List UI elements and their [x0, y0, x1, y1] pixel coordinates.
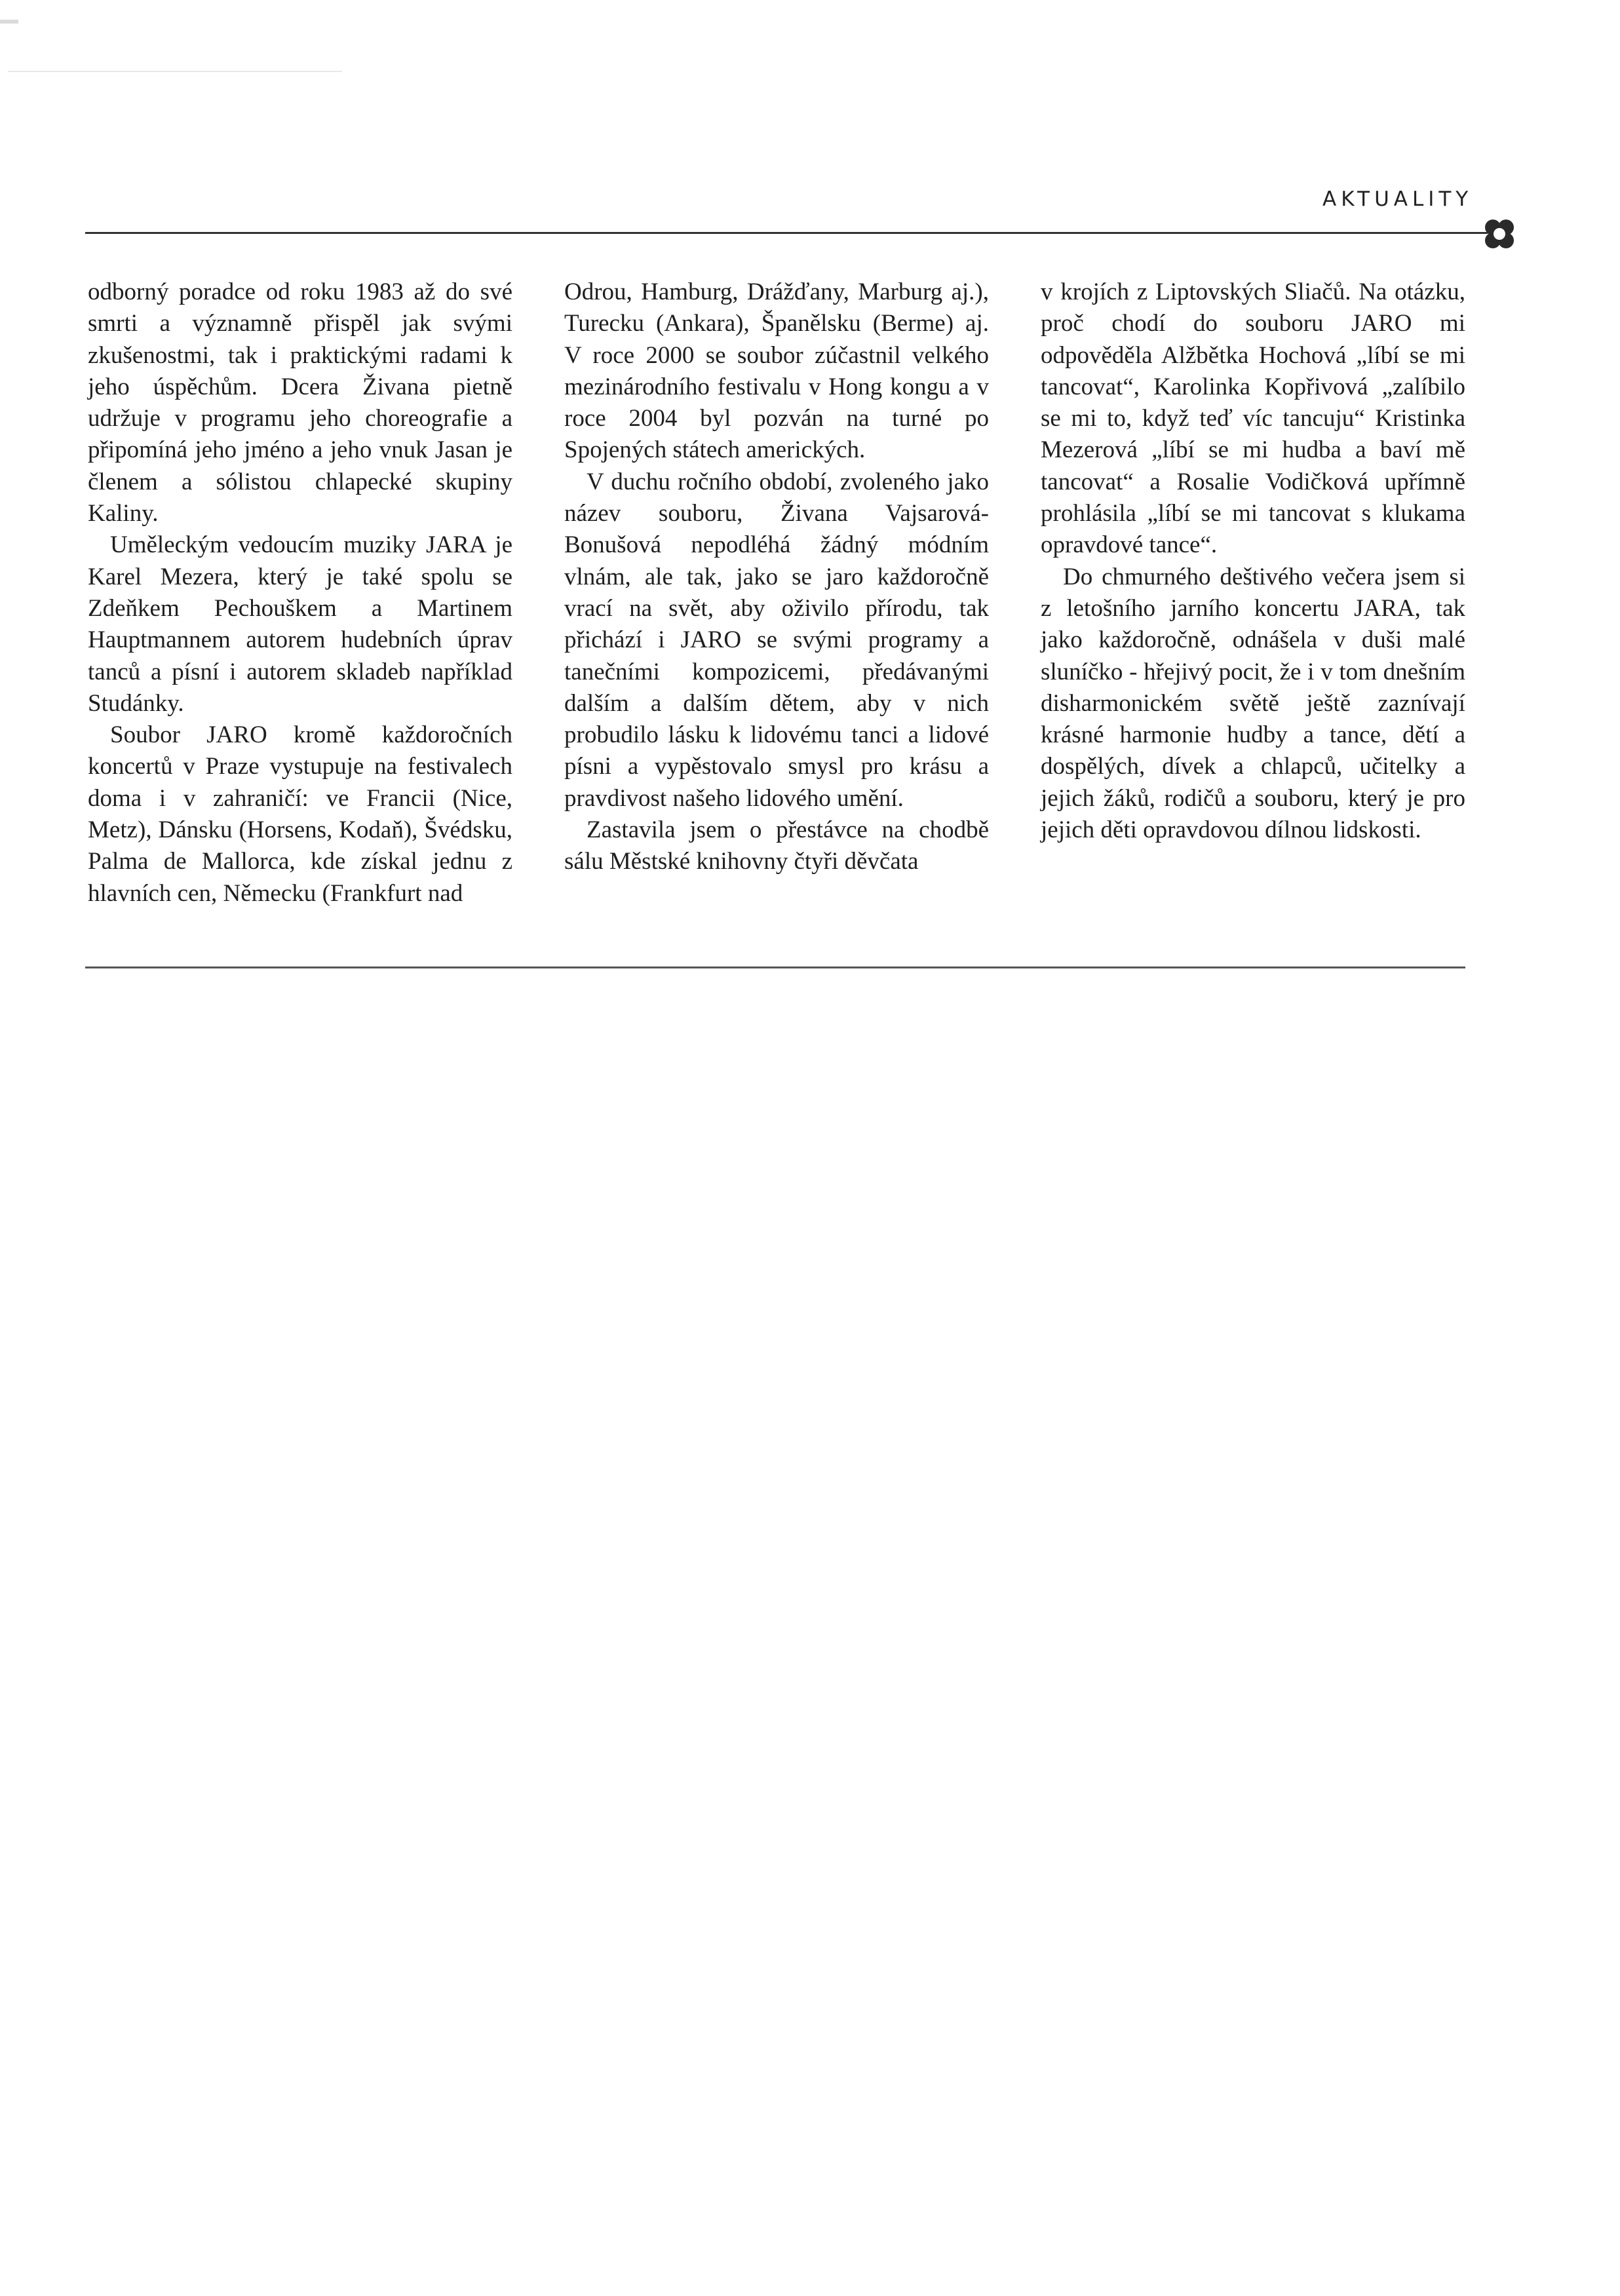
paragraph: odborný poradce od roku 1983 až do své smrti a významně přispěl jak svými zkušenostmi, tak i praktickými radami k jeho úspěchům. Dcera Živana pietně udržuje v programu jeho choreografie a připomíná jeho jméno a jeho vnuk Jasan je členem a sólistou chlapecké skupiny Kaliny.: [88, 278, 512, 527]
paragraph: Odrou, Hamburg, Drážďany, Marburg aj.), Turecku (Ankara), Španělsku (Berme) aj. V roce 2000 se soubor zúčastnil velkého mezinárodního festivalu v Hong kongu a v roce 2004 byl pozván na turné po Spojených státech amerických.: [564, 278, 989, 464]
flower-icon: [1482, 217, 1516, 251]
paragraph: Zastavila jsem o přestávce na chodbě sálu Městské knihovny čtyři děvčata: [564, 816, 989, 875]
header-rule: [85, 232, 1488, 234]
paragraph: Do chmurného deštivého večera jsem si z letošního jarního koncertu JARA, tak jako každoročně, odnášela v duši malé sluníčko - hřejivý pocit, že i v tom dnešním disharmonickém světě ještě zaznívají krásné harmonie hudby a tance, dětí a dospělých, dívek a chlapců, učitelky a jejich žáků, rodičů a souboru, který je pro jejich děti opravdovou dílnou lidskosti.: [1041, 563, 1465, 844]
scan-artifact-top-left: [0, 20, 18, 24]
article-column-2: [564, 277, 989, 878]
paragraph: Soubor JARO kromě každoročních koncertů v Praze vystupuje na festivalech doma i v zahraničí: ve Francii (Nice, Metz), Dánsku (Horsens, Kodaň), Švédsku, Palma de Mallorca, kde získal jednu z hlavních cen, Německu (Frankfurt nad: [88, 721, 512, 907]
article-column-1: [88, 277, 512, 909]
section-title: AKTUALITY: [1322, 187, 1473, 211]
scan-artifact-top-left-line: [8, 71, 342, 72]
paragraph: V duchu ročního období, zvoleného jako název souboru, Živana Vajsarová-Bonušová nepodléhá žádný módním vlnám, ale tak, jako se jaro každoročně vrací na svět, aby oživilo přírodu, tak přichází i JARO se svými programy a tanečními kompozicemi, předávanými dalším a dalším dětem, aby v nich probudilo lásku k lidovému tanci a lidové písni a vypěstovalo smysl pro krásu a pravdivost našeho lidového umění.: [564, 468, 989, 812]
article-column-3: [1041, 277, 1465, 846]
paragraph: Uměleckým vedoucím muziky JARA je Karel Mezera, který je také spolu se Zdeňkem Pechouškem a Martinem Hauptmannem autorem hudebních úprav tanců a písní i autorem skladeb například Studánky.: [88, 531, 512, 717]
paragraph: v krojích z Liptovských Sliačů. Na otázku, proč chodí do souboru JARO mi odpověděla Alžbětka Hochová „líbí se mi tancovat“, Karolinka Kopřivová „zalíbilo se mi to, když teď víc tancuju“ Kristinka Mezerová „líbí se mi hudba a baví mě tancovat“ a Rosalie Vodičková upřímně prohlásila „líbí se mi tancovat s klukama opravdové tance“.: [1041, 278, 1465, 559]
footer-rule: [85, 966, 1465, 968]
